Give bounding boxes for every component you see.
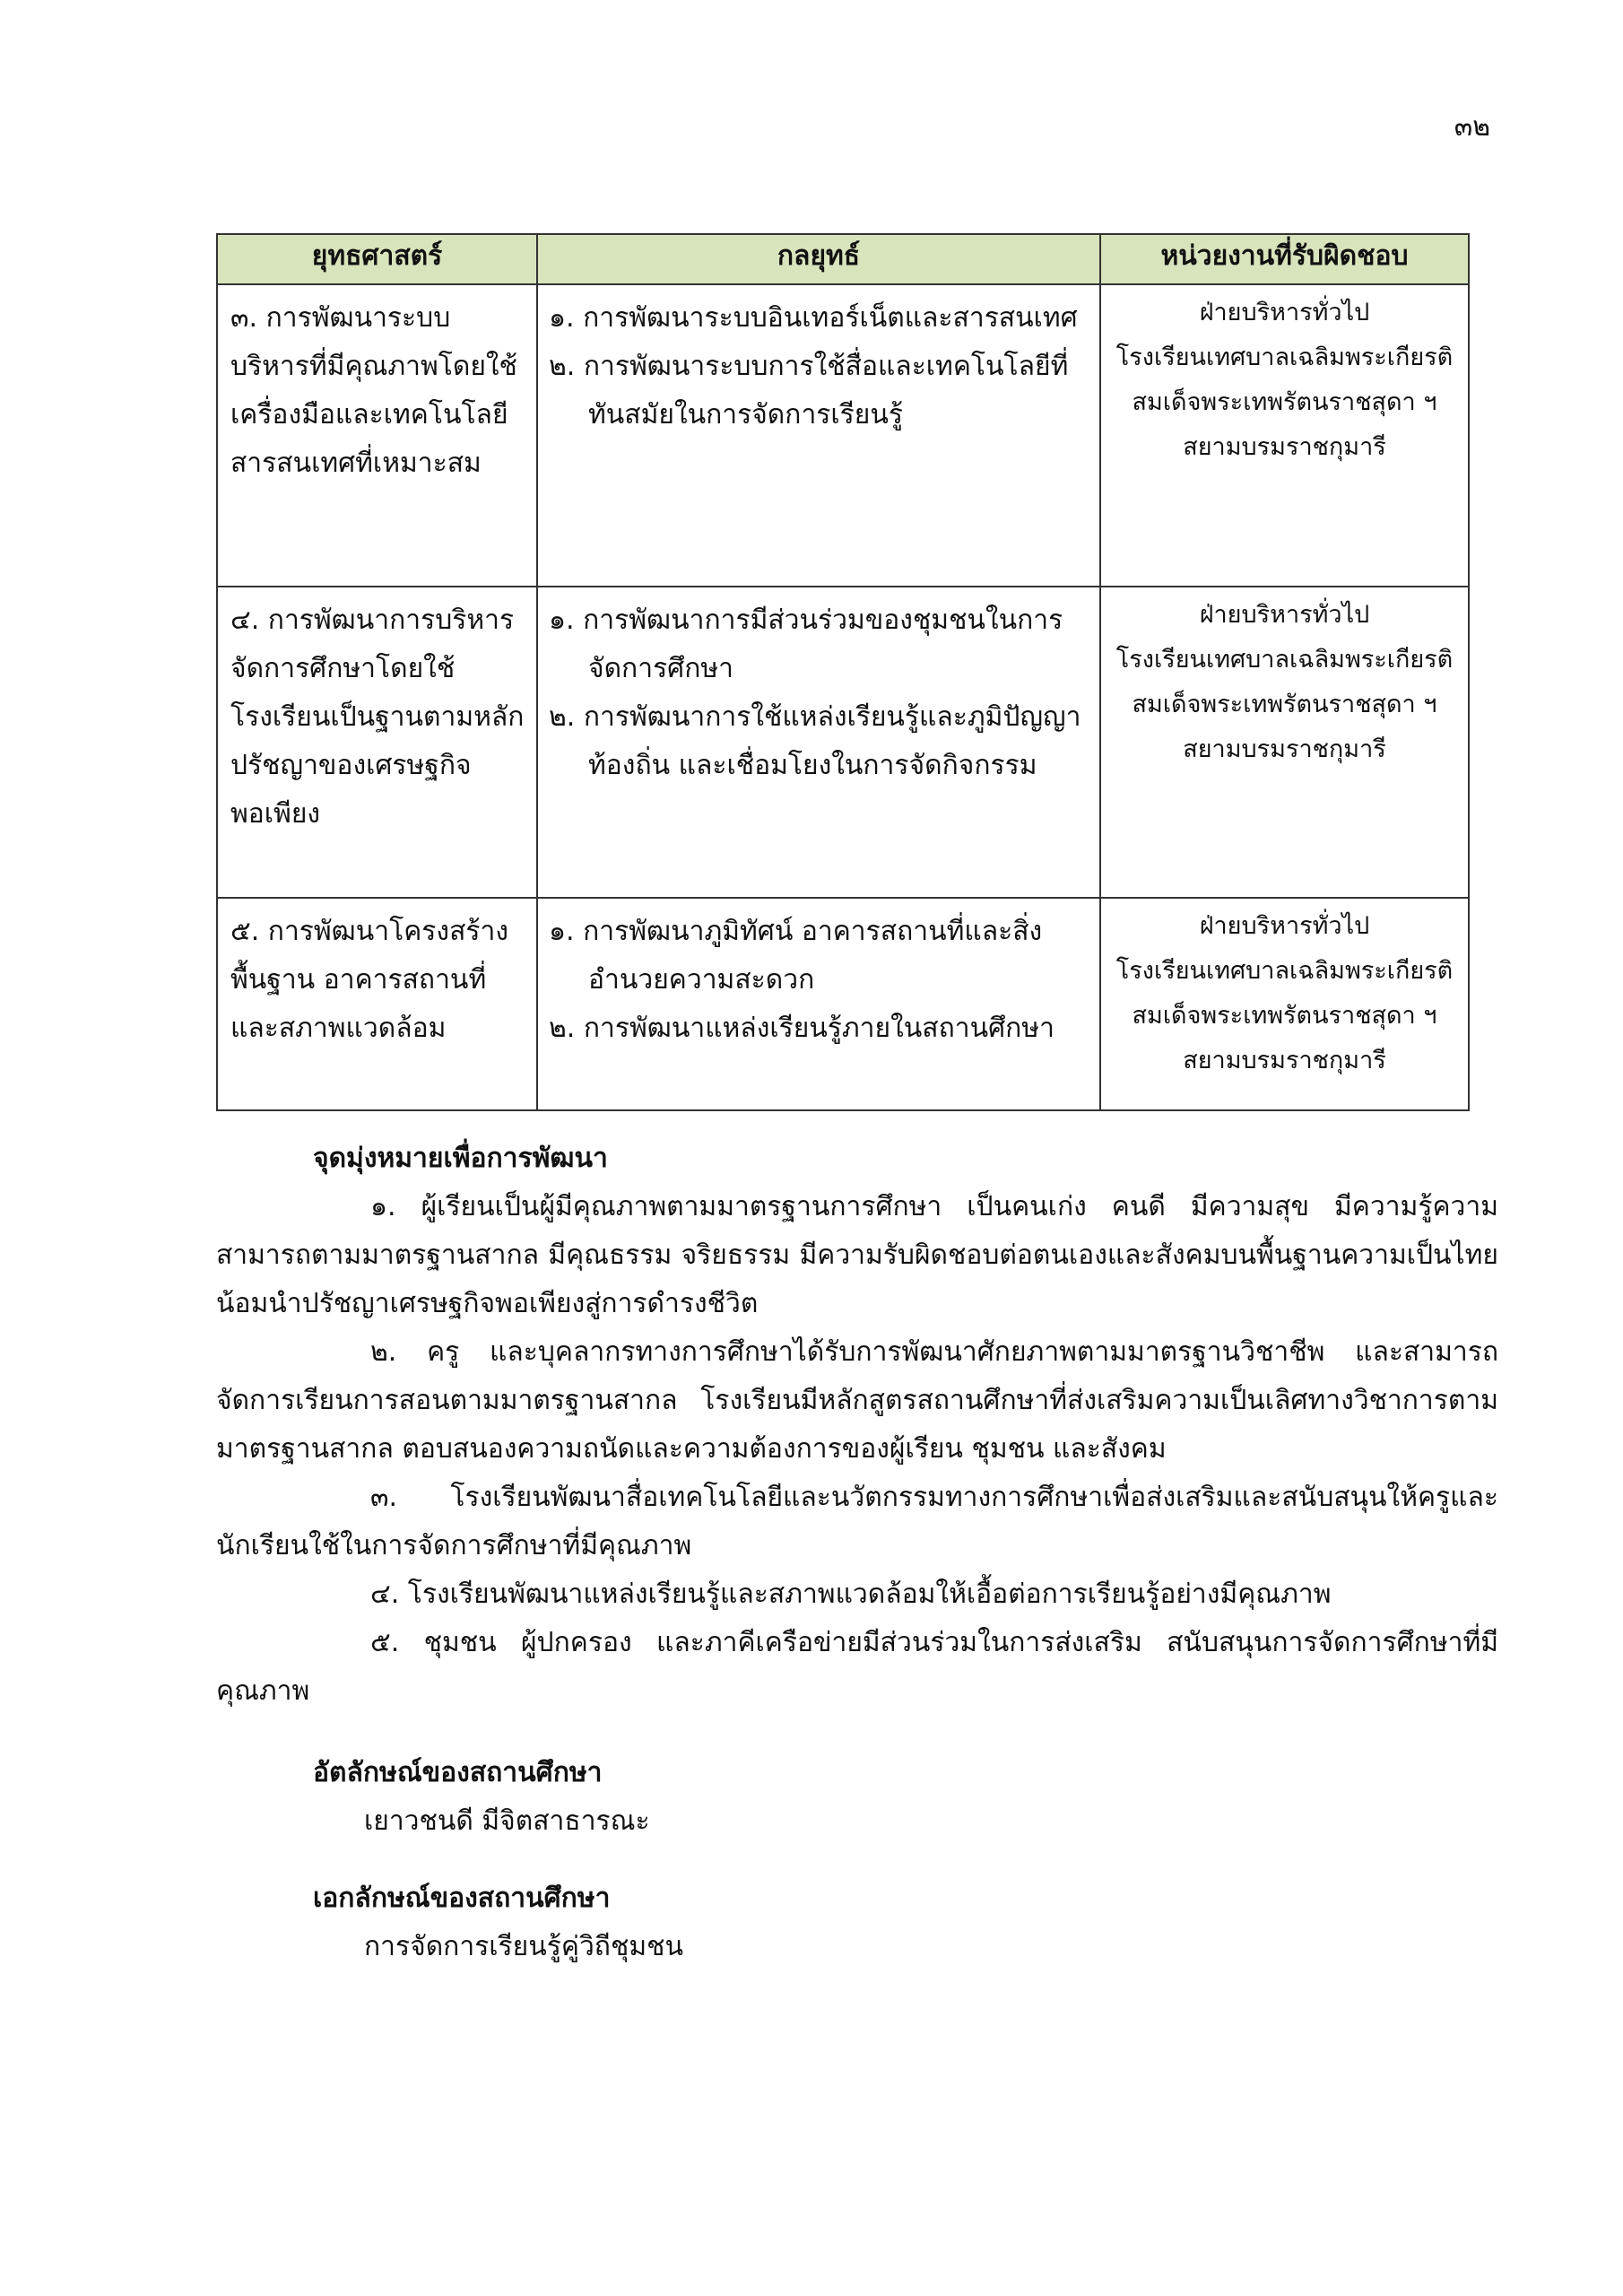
- strategy-line: ปรัชญาของเศรษฐกิจ: [230, 750, 472, 781]
- header-tactics: กลยุทธ์: [537, 234, 1100, 284]
- strategy-line: และสภาพแวดล้อม: [230, 1013, 447, 1044]
- unit-line: ฝ่ายบริหารทั่วไป: [1199, 601, 1370, 629]
- table-row: [217, 587, 1469, 898]
- tactics-cell: [537, 284, 1100, 587]
- strategy-line: โรงเรียนเป็นฐานตามหลัก: [230, 701, 525, 733]
- identity-heading: อัตลักษณ์ของสถานศึกษา: [313, 1757, 603, 1788]
- strategy-cell: [217, 284, 537, 587]
- uniqueness-heading: เอกลักษณ์ของสถานศึกษา: [313, 1883, 611, 1914]
- goal-item: ๑. ผู้เรียนเป็นผู้มีคุณภาพตามมาตรฐานการศึกษา เป็นคนเก่ง คนดี มีความสุข มีความรู้ความสามารถตามมาตรฐานสากล มีคุณธรรม จริยธรรม มีความรับผิดชอบต่อตนเองและสังคมบนพื้นฐานความเป็นไทย น้อมนำปรัชญาเศรษฐกิจพอเพียงสู่การดำรงชีวิต: [216, 1191, 1498, 1319]
- unit-line: โรงเรียนเทศบาลเฉลิมพระเกียรติ: [1115, 646, 1454, 674]
- tactics-cell: [537, 898, 1100, 1110]
- unit-line: ฝ่ายบริหารทั่วไป: [1199, 912, 1370, 940]
- strategy-line: เครื่องมือและเทคโนโลยี: [230, 399, 508, 430]
- strategy-line: ๕. การพัฒนาโครงสร้าง: [230, 916, 508, 947]
- tactics-cell: [537, 587, 1100, 898]
- tactic-item: ๒. การพัฒนาแหล่งเรียนรู้ภายในสถานศึกษา: [549, 1013, 1055, 1044]
- strategy-line: บริหารที่มีคุณภาพโดยใช้: [230, 351, 517, 382]
- goal-item: ๕. ชุมชน ผู้ปกครอง และภาคีเครือข่ายมีส่วนร่วมในการส่งเสริม สนับสนุนการจัดการศึกษาที่มีคุณภาพ: [216, 1627, 1498, 1707]
- goals-section: [216, 1135, 1498, 1716]
- identity-section: [216, 1749, 1498, 1846]
- goal-item: ๔. โรงเรียนพัฒนาแหล่งเรียนรู้และสภาพแวดล้อมให้เอื้อต่อการเรียนรู้อย่างมีคุณภาพ: [370, 1578, 1332, 1610]
- table-row: [217, 284, 1469, 587]
- strategy-line: พื้นฐาน อาคารสถานที่: [230, 964, 487, 996]
- header-strategy: ยุทธศาสตร์: [217, 234, 537, 284]
- unit-line: โรงเรียนเทศบาลเฉลิมพระเกียรติ: [1115, 344, 1454, 371]
- unit-line: ฝ่ายบริหารทั่วไป: [1199, 299, 1370, 326]
- strategy-line: สารสนเทศที่เหมาะสม: [230, 448, 482, 479]
- unit-line: สยามบรมราชกุมารี: [1183, 735, 1386, 763]
- responsible-unit-cell: [1100, 587, 1469, 898]
- strategy-line: พอเพียง: [230, 798, 321, 830]
- strategy-line: ๔. การพัฒนาการบริหาร: [230, 604, 515, 636]
- responsible-unit-cell: [1100, 898, 1469, 1110]
- unit-line: สยามบรมราชกุมารี: [1183, 1047, 1386, 1074]
- strategy-cell: [217, 587, 537, 898]
- strategy-cell: [217, 898, 537, 1110]
- tactic-item: ๒. การพัฒนาการใช้แหล่งเรียนรู้และภูมิปัญญาท้องถิ่น และเชื่อมโยงในการจัดกิจกรรม: [549, 701, 1081, 781]
- page-number: ๓๒: [1454, 111, 1490, 143]
- table-header-row: [217, 234, 1469, 284]
- tactic-item: ๑. การพัฒนาระบบอินเทอร์เน็ตและสารสนเทศ: [549, 302, 1078, 334]
- strategy-table: [216, 233, 1470, 1111]
- header-responsible-unit: หน่วยงานที่รับผิดชอบ: [1100, 234, 1469, 284]
- unit-line: สมเด็จพระเทพรัตนราชสุดา ฯ: [1132, 388, 1437, 416]
- uniqueness-text: การจัดการเรียนรู้คู่วิถีชุมชน: [364, 1931, 683, 1962]
- unit-line: สยามบรมราชกุมารี: [1183, 433, 1386, 461]
- unit-line: โรงเรียนเทศบาลเฉลิมพระเกียรติ: [1115, 957, 1454, 985]
- tactic-item: ๑. การพัฒนาการมีส่วนร่วมของชุมชนในการจัดการศึกษา: [549, 604, 1063, 684]
- uniqueness-section: [216, 1874, 1498, 1971]
- unit-line: สมเด็จพระเทพรัตนราชสุดา ฯ: [1132, 1002, 1437, 1030]
- goal-item: ๒. ครู และบุคลากรทางการศึกษาได้รับการพัฒนาศักยภาพตามมาตรฐานวิชาชีพ และสามารถจัดการเรียนการสอนตามมาตรฐานสากล โรงเรียนมีหลักสูตรสถานศึกษาที่ส่งเสริมความเป็นเลิศทางวิชาการตามมาตรฐานสากล ตอบสนองความถนัดและความต้องการของผู้เรียน ชุมชน และสังคม: [216, 1336, 1498, 1465]
- strategy-line: จัดการศึกษาโดยใช้: [230, 653, 456, 684]
- unit-line: สมเด็จพระเทพรัตนราชสุดา ฯ: [1132, 691, 1437, 718]
- tactic-item: ๒. การพัฒนาระบบการใช้สื่อและเทคโนโลยีที่ทันสมัยในการจัดการเรียนรู้: [549, 351, 1069, 430]
- tactic-item: ๑. การพัฒนาภูมิทัศน์ อาคารสถานที่และสิ่งอำนวยความสะดวก: [549, 916, 1043, 996]
- identity-text: เยาวชนดี มีจิตสาธารณะ: [364, 1805, 650, 1837]
- table-row: [217, 898, 1469, 1110]
- strategy-line: ๓. การพัฒนาระบบ: [230, 302, 451, 334]
- responsible-unit-cell: [1100, 284, 1469, 587]
- goal-item: ๓. โรงเรียนพัฒนาสื่อเทคโนโลยีและนวัตกรรมทางการศึกษาเพื่อส่งเสริมและสนับสนุนให้ครูและนักเรียนใช้ในการจัดการศึกษาที่มีคุณภาพ: [216, 1482, 1498, 1561]
- goals-heading: จุดมุ่งหมายเพื่อการพัฒนา: [313, 1143, 608, 1174]
